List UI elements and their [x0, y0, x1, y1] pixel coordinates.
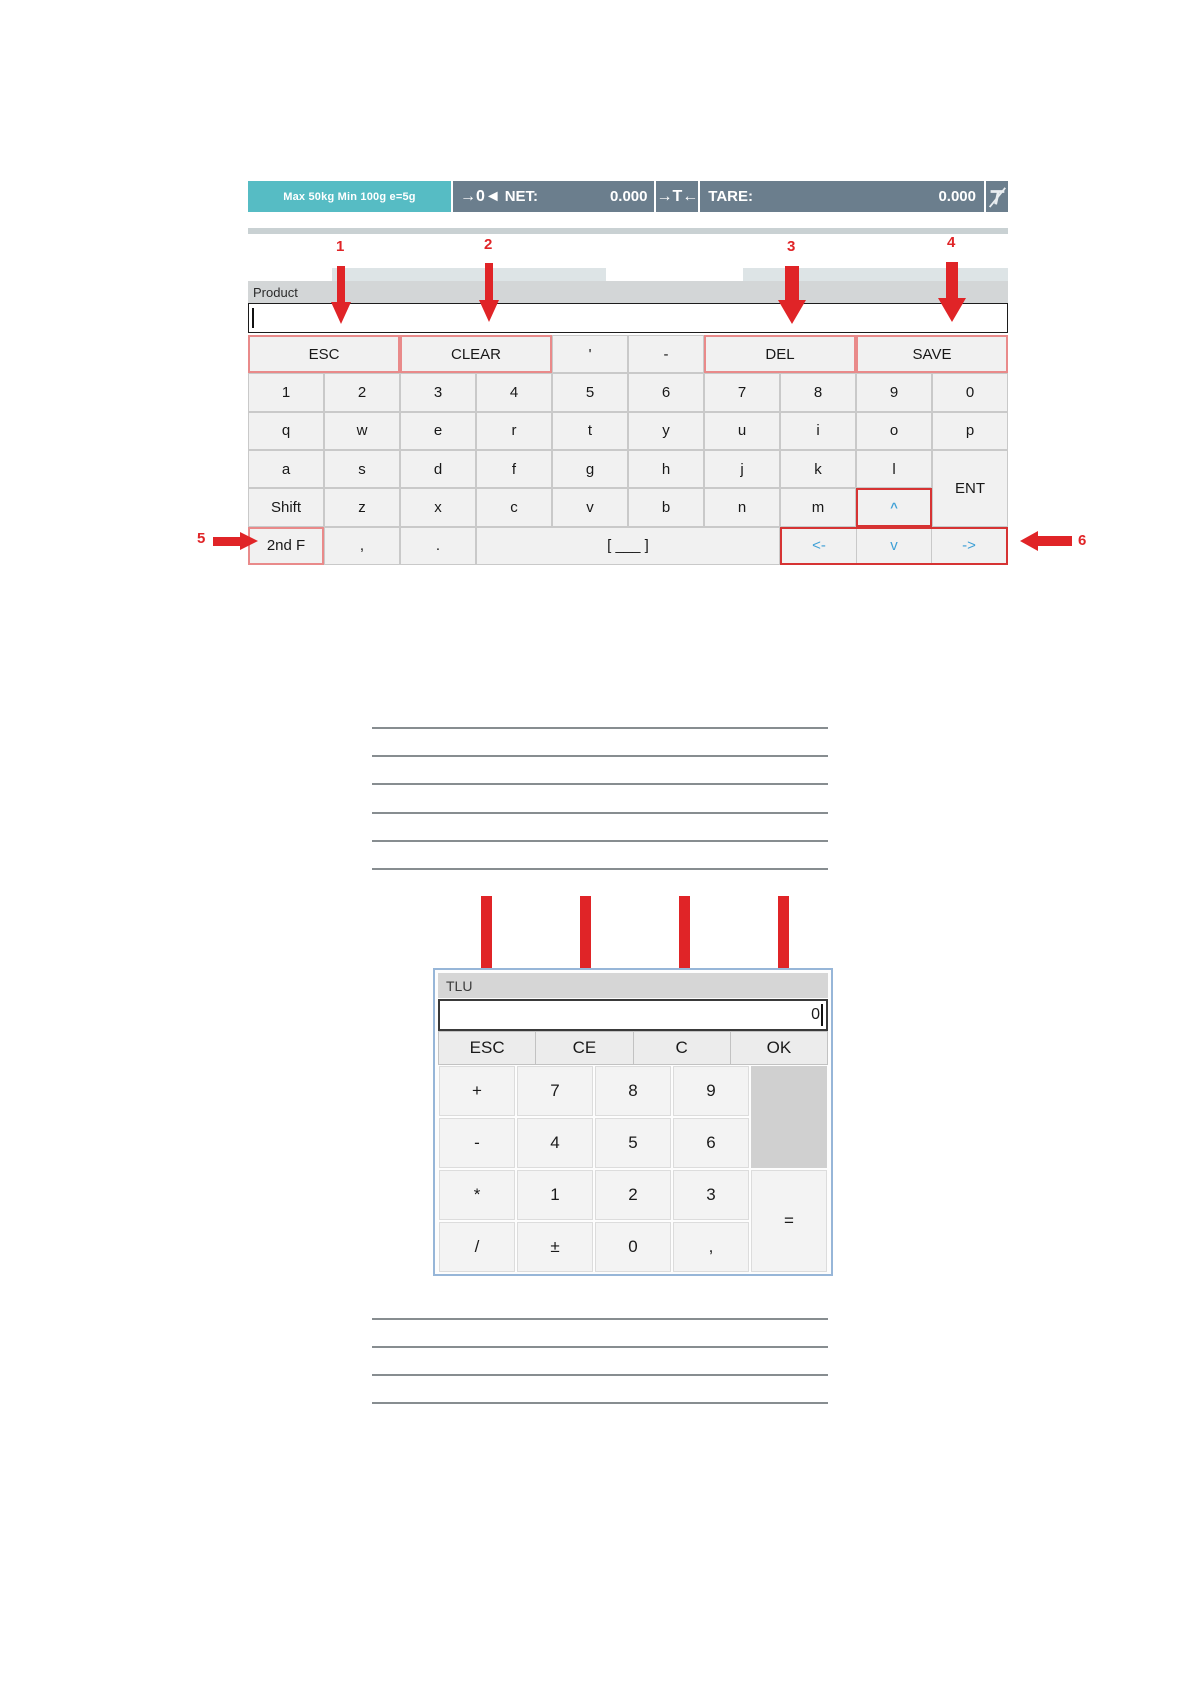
callout-6-arrow	[1038, 536, 1072, 546]
key-5[interactable]: 5	[552, 373, 628, 411]
key-2nd-f[interactable]: 2nd F	[248, 527, 324, 565]
note-line	[372, 868, 828, 870]
key-arrow-down[interactable]: v	[856, 529, 931, 563]
callout-4-arrowhead	[938, 298, 966, 322]
note-line	[372, 840, 828, 842]
key-y[interactable]: y	[628, 412, 704, 450]
net-label: NET:	[504, 188, 539, 205]
key-l[interactable]: l	[856, 450, 932, 488]
note-line	[372, 1402, 828, 1404]
callout-5-arrowhead	[240, 532, 258, 550]
numpad-caret	[821, 1004, 823, 1026]
tare-clear-icon	[986, 181, 1008, 212]
numpad-function-row	[438, 1031, 828, 1065]
numpad-key-plusminus[interactable]: ±	[517, 1222, 593, 1272]
key-e[interactable]: e	[400, 412, 476, 450]
callout-3-arrow	[785, 266, 799, 300]
numpad-key-esc[interactable]: ESC	[469, 1038, 505, 1057]
key-arrow-up[interactable]: ^	[856, 488, 932, 526]
key-comma[interactable]: ,	[324, 527, 400, 565]
key-q[interactable]: q	[248, 412, 324, 450]
numpad-key-1[interactable]: 1	[517, 1170, 593, 1220]
key-1[interactable]: 1	[248, 373, 324, 411]
tare-indicator-icon: →T←	[656, 181, 698, 212]
tare-label: TARE:	[708, 188, 753, 205]
background-tab-right	[743, 268, 1008, 281]
key-ent[interactable]: ENT	[932, 450, 1008, 527]
product-input[interactable]	[248, 303, 1008, 333]
callout-1-arrow	[337, 266, 345, 302]
numpad-key-comma[interactable]: ,	[673, 1222, 749, 1272]
display-divider	[248, 228, 1008, 234]
key-x[interactable]: x	[400, 488, 476, 526]
key-arrow-right[interactable]: ->	[931, 529, 1006, 563]
key-arrow-left[interactable]: <-	[782, 529, 856, 563]
numpad-key-2[interactable]: 2	[595, 1170, 671, 1220]
key-d[interactable]: d	[400, 450, 476, 488]
numpad-key-ok[interactable]: OK	[730, 1032, 827, 1064]
note-line	[372, 812, 828, 814]
net-value: 0.000	[609, 188, 648, 205]
key-f[interactable]: f	[476, 450, 552, 488]
key-g[interactable]: g	[552, 450, 628, 488]
numpad-key-0[interactable]: 0	[595, 1222, 671, 1272]
key-space[interactable]: [ ___ ]	[476, 527, 780, 565]
nav-key-cluster	[780, 527, 1008, 565]
key-save[interactable]: SAVE	[856, 335, 1008, 373]
callout-1-arrowhead	[331, 302, 351, 324]
numpad-key-plus[interactable]: +	[439, 1066, 515, 1116]
numpad-blank-area	[751, 1066, 827, 1168]
callout-6-arrowhead	[1020, 531, 1038, 551]
text-caret	[252, 308, 254, 328]
background-tab-left	[332, 268, 606, 281]
alphanumeric-keyboard	[248, 335, 1008, 565]
net-display	[453, 181, 655, 212]
callout-5-arrow	[213, 537, 240, 546]
key-shift[interactable]: Shift	[248, 488, 324, 526]
key-apostrophe[interactable]: '	[552, 335, 628, 373]
numpad-key-ce[interactable]: CE	[535, 1032, 632, 1064]
key-del[interactable]: DEL	[704, 335, 856, 373]
key-period[interactable]: .	[400, 527, 476, 565]
key-esc[interactable]: ESC	[248, 335, 400, 373]
numpad-key-9[interactable]: 9	[673, 1066, 749, 1116]
key-o[interactable]: o	[856, 412, 932, 450]
capacity-label: Max 50kg Min 100g e=5g	[248, 181, 451, 212]
callout-5-number: 5	[197, 530, 206, 547]
numpad-grid	[438, 1065, 828, 1273]
key-t[interactable]: t	[552, 412, 628, 450]
key-clear[interactable]: CLEAR	[400, 335, 552, 373]
key-h[interactable]: h	[628, 450, 704, 488]
zero-indicator-icon: →0◄	[459, 187, 501, 205]
note-line	[372, 1346, 828, 1348]
note-line	[372, 1318, 828, 1320]
callout-4-number: 4	[947, 234, 956, 251]
key-v[interactable]: v	[552, 488, 628, 526]
tare-display	[700, 181, 984, 212]
callout-3-number: 3	[787, 238, 796, 255]
key-0[interactable]: 0	[932, 373, 1008, 411]
numpad-input-value: 0	[811, 1006, 820, 1023]
key-b[interactable]: b	[628, 488, 704, 526]
note-line	[372, 727, 828, 729]
callout-3-arrowhead	[778, 300, 806, 324]
note-line	[372, 755, 828, 757]
scale-display-bar	[248, 181, 1008, 212]
key-s[interactable]: s	[324, 450, 400, 488]
callout-2-arrowhead	[479, 300, 499, 322]
key-9[interactable]: 9	[856, 373, 932, 411]
key-c[interactable]: c	[476, 488, 552, 526]
key-2[interactable]: 2	[324, 373, 400, 411]
key-u[interactable]: u	[704, 412, 780, 450]
key-p[interactable]: p	[932, 412, 1008, 450]
numpad-input[interactable]	[438, 999, 828, 1031]
key-j[interactable]: j	[704, 450, 780, 488]
key-i[interactable]: i	[780, 412, 856, 450]
numpad-key-slash[interactable]: /	[439, 1222, 515, 1272]
numpad-key-8[interactable]: 8	[595, 1066, 671, 1116]
key-k[interactable]: k	[780, 450, 856, 488]
key-8[interactable]: 8	[780, 373, 856, 411]
numpad-key-minus[interactable]: -	[439, 1118, 515, 1168]
numpad-key-star[interactable]: *	[439, 1170, 515, 1220]
key-3[interactable]: 3	[400, 373, 476, 411]
tlu-numpad	[433, 968, 833, 1276]
callout-6-number: 6	[1078, 532, 1087, 549]
key-m[interactable]: m	[780, 488, 856, 526]
callout-2-number: 2	[484, 236, 493, 253]
note-line	[372, 783, 828, 785]
key-r[interactable]: r	[476, 412, 552, 450]
numpad-key-c[interactable]: C	[633, 1032, 730, 1064]
numpad-title: TLU	[438, 973, 828, 998]
product-field-label: Product	[248, 281, 1008, 303]
key-a[interactable]: a	[248, 450, 324, 488]
numpad-key-equals[interactable]: =	[751, 1170, 827, 1272]
numpad-key-6[interactable]: 6	[673, 1118, 749, 1168]
key-w[interactable]: w	[324, 412, 400, 450]
tare-value: 0.000	[938, 188, 976, 205]
numpad-key-3[interactable]: 3	[673, 1170, 749, 1220]
key-6[interactable]: 6	[628, 373, 704, 411]
numpad-key-7[interactable]: 7	[517, 1066, 593, 1116]
callout-4-arrow	[946, 262, 958, 298]
key-7[interactable]: 7	[704, 373, 780, 411]
callout-1-number: 1	[336, 238, 345, 255]
key-z[interactable]: z	[324, 488, 400, 526]
numpad-key-4[interactable]: 4	[517, 1118, 593, 1168]
key-n[interactable]: n	[704, 488, 780, 526]
numpad-key-5[interactable]: 5	[595, 1118, 671, 1168]
note-line	[372, 1374, 828, 1376]
key-4[interactable]: 4	[476, 373, 552, 411]
callout-2-arrow	[485, 263, 493, 300]
key-dash[interactable]: -	[628, 335, 704, 373]
